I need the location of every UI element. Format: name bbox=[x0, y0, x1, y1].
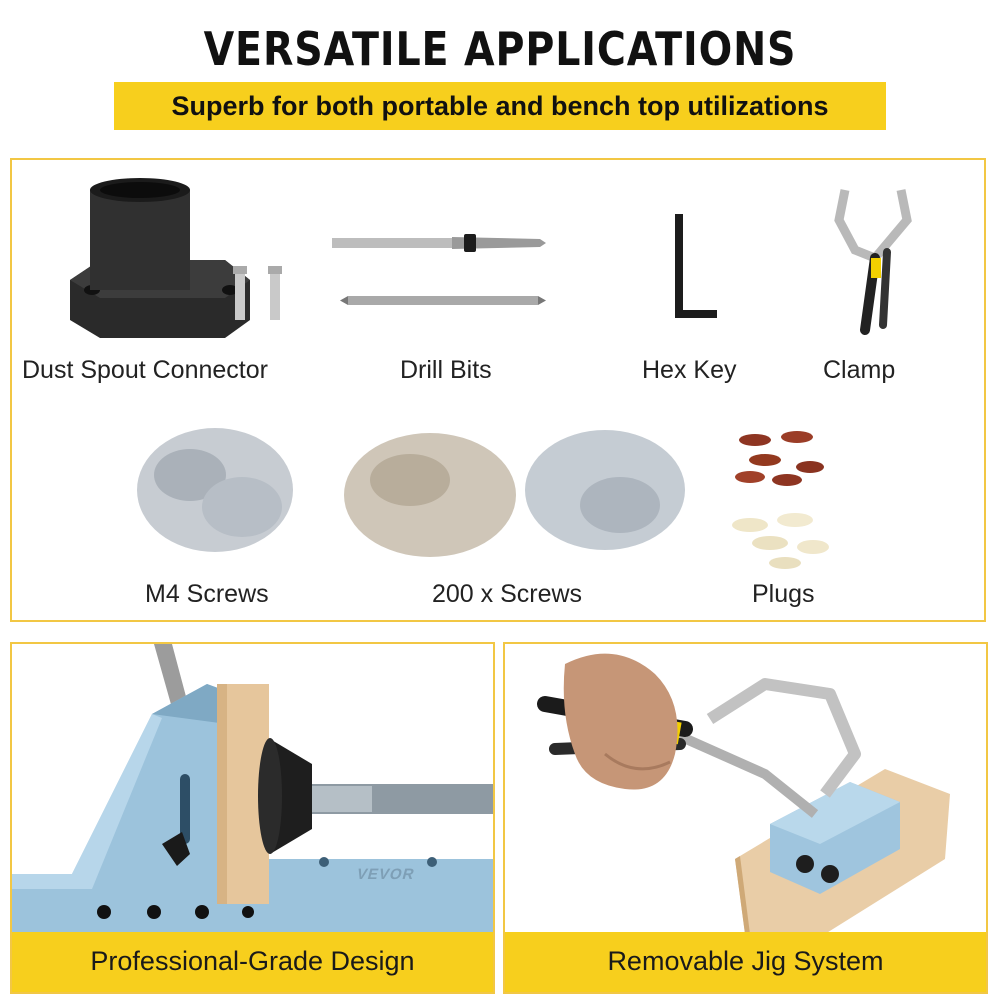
plugs-image bbox=[725, 425, 835, 575]
hex-key-label: Hex Key bbox=[642, 356, 737, 384]
screws-200-image bbox=[340, 420, 690, 570]
m4-screws-label: M4 Screws bbox=[145, 580, 269, 608]
dust-spout-image bbox=[60, 180, 310, 340]
professional-design-caption-band bbox=[12, 932, 493, 992]
page-title: VERSATILE APPLICATIONS bbox=[203, 22, 797, 76]
jig-brand-engraving: VEVOR bbox=[354, 866, 417, 883]
removable-jig-caption-band bbox=[505, 932, 986, 992]
dust-spout-label: Dust Spout Connector bbox=[22, 356, 268, 384]
clamp-image bbox=[825, 180, 935, 345]
clamp-label: Clamp bbox=[823, 356, 896, 384]
removable-jig-image bbox=[505, 644, 988, 936]
removable-jig-panel bbox=[503, 642, 988, 994]
pocket-jig-image bbox=[12, 644, 495, 936]
plugs-label: Plugs bbox=[752, 580, 815, 608]
page-subtitle: Superb for both portable and bench top utilizations bbox=[171, 91, 829, 121]
m4-screws-image bbox=[130, 415, 300, 565]
screws-200-label: 200 x Screws bbox=[432, 580, 583, 608]
drill-bits-label: Drill Bits bbox=[400, 356, 492, 384]
hex-key-image bbox=[665, 210, 725, 325]
removable-jig-caption: Removable Jig System bbox=[607, 946, 884, 976]
subtitle-banner bbox=[114, 82, 886, 130]
drill-bits-image bbox=[330, 228, 550, 313]
professional-design-caption: Professional-Grade Design bbox=[90, 946, 415, 976]
professional-design-panel bbox=[10, 642, 495, 994]
